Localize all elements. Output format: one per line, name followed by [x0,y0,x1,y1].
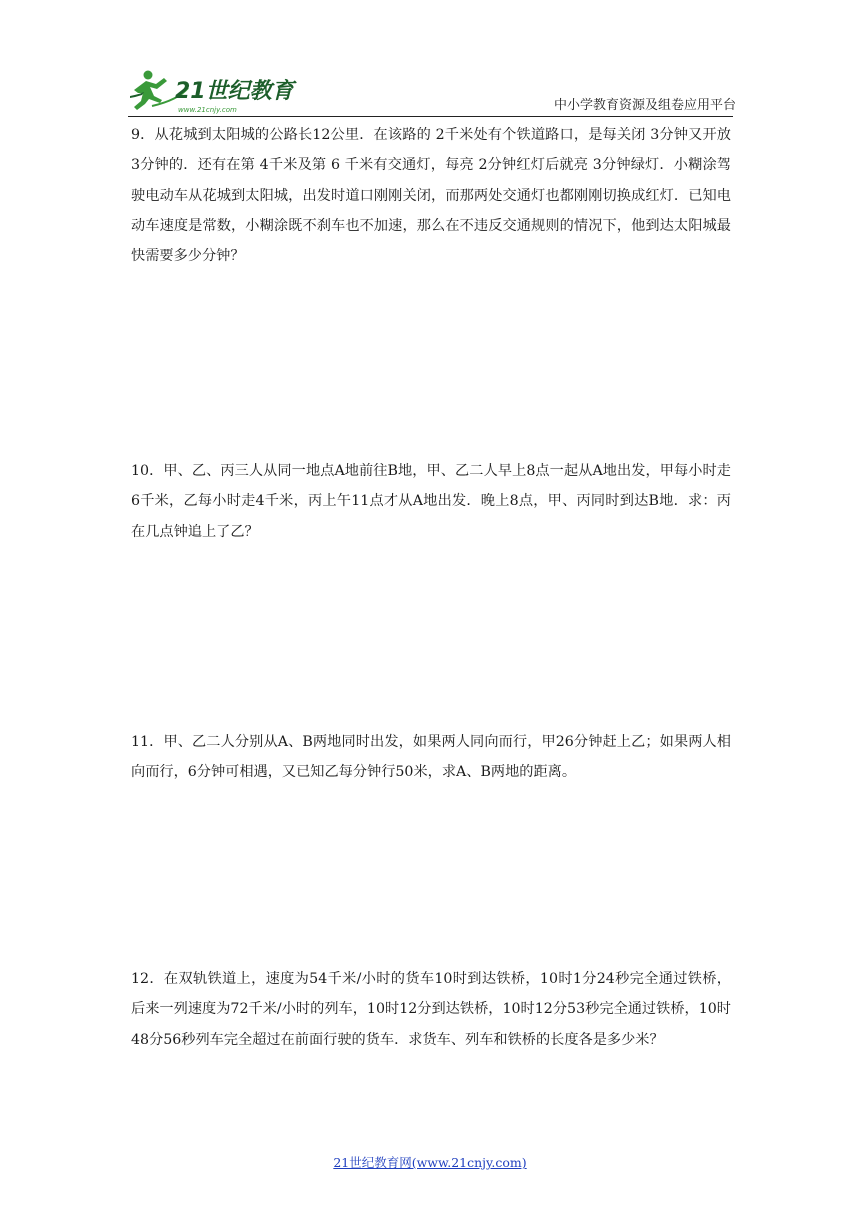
page-header [128,66,736,118]
question-9: 9．从花城到太阳城的公路长12公里．在该路的 2千米处有个铁道路口，是每关闭 3分钟又开放 3分钟的．还有在第 4千米及第 6 千米有交通灯，每亮 2分钟红灯后就亮 3分钟绿灯．小糊涂驾驶电动车从花城到太阳城，出发时道口刚刚关闭，而那两处交通灯也都刚刚切换成红灯．已知电动车速度是常数，小糊涂既不刹车也不加速，那么在不违反交通规则的情况下，他到达太阳城最快需要多少分钟？ [131,127,731,265]
question-11: 11．甲、乙二人分别从A、B两地同时出发，如果两人同向而行，甲26分钟赶上乙；如果两人相向而行，6分钟可相遇，又已知乙每分钟行50米，求A、B两地的距离。 [131,734,731,781]
header-divider [128,116,733,117]
page-footer [0,1153,860,1171]
platform-name: 中小学教育资源及组卷应用平台 [553,98,736,113]
logo-url: www.21cnjy.com [178,106,237,114]
footer-link[interactable]: 21世纪教育网(www.21cnjy.com) [333,1155,527,1170]
question-10: 10．甲、乙、丙三人从同一地点A地前往B地，甲、乙二人早上8点一起从A地出发，甲每小时走6千米，乙每小时走4千米，丙上午11点才从A地出发．晚上8点，甲、丙同时到达B地．求：丙在几点钟追上了乙？ [131,463,731,540]
logo-21cnjy [128,66,303,116]
logo-text: 21世纪教育 [175,79,294,104]
question-12: 12．在双轨铁道上，速度为54千米/小时的货车10时到达铁桥，10时1分24秒完全通过铁桥，后来一列速度为72千米/小时的列车，10时12分到达铁桥，10时12分53秒完全通过铁桥，10时48分56秒列车完全超过在前面行驶的货车．求货车、列车和铁桥的长度各是多少米？ [131,971,731,1048]
